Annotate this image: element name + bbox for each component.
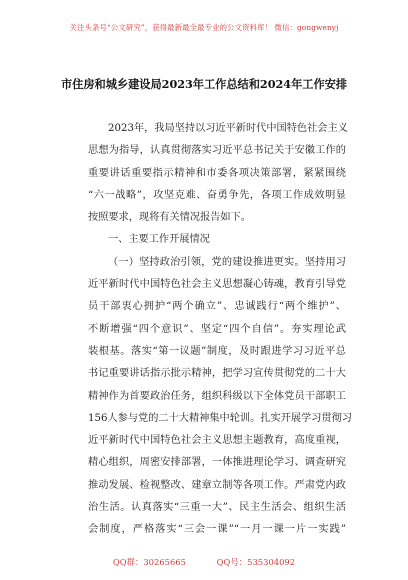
body-line: 思想为指导，认真贯彻落实习近平总书记关于安徽工作的 bbox=[88, 145, 346, 157]
body-line: 按照要求，现将有关情况报告如下。 bbox=[88, 212, 251, 224]
section-heading: 一、主要工作开展情况 bbox=[108, 234, 210, 246]
body-line: 重要讲话重要指示精神和市委各项决策部署，紧紧围绕 bbox=[88, 167, 346, 179]
qq-number-label: QQ号：535304092 bbox=[216, 557, 296, 567]
header-notice: 关注头条号“公文研究”，获得最新最全最专业的公文资料库！ 微信：gongwenyj bbox=[69, 23, 339, 32]
body-line: 书记重要讲话指示批示精神，把学习宣传贯彻党的二十大 bbox=[88, 368, 346, 380]
document-title: 市住房和城乡建设局2023年工作总结和2024年工作安排 bbox=[60, 77, 348, 91]
footer-contact bbox=[0, 556, 408, 568]
body-line: 近平新时代中国特色社会主义思想凝心铸魂，教育引导党 bbox=[88, 279, 346, 291]
qq-group-label: QQ群：30265665 bbox=[112, 557, 186, 567]
body-line: 员干部衷心拥护“两个确立”、忠诚践行“两个维护”、 bbox=[88, 301, 346, 313]
body-line: “六一战略”，攻坚克难、奋勇争先，各项工作成效明显 bbox=[88, 189, 346, 201]
body-line: 会制度，严格落实“三会一课”“一月一课一片一实践” bbox=[88, 524, 346, 536]
body-line: 精神作为首要政治任务，组织科级以下全体党员干部职工 bbox=[88, 390, 346, 402]
body-line: 2023年，我局坚持以习近平新时代中国特色社会主义 bbox=[108, 123, 348, 134]
body-line: （一）坚持政治引领，党的建设推进更实。坚持用习 bbox=[108, 256, 346, 268]
body-line: 治生活。认真落实“三重一大”、民主生活会、组织生活 bbox=[88, 502, 346, 514]
body-line: 近平新时代中国特色社会主义思想主题教育，高度重视， bbox=[88, 435, 346, 447]
body-line: 装根基。落实“第一议题”制度，及时跟进学习习近平总 bbox=[88, 345, 346, 357]
body-line: 156人参与党的二十大精神集中轮训。扎实开展学习贯彻习 bbox=[88, 412, 352, 424]
body-line: 精心组织，周密安排部署，一体推进理论学习、调查研究 bbox=[88, 457, 346, 469]
body-line: 不断增强“四个意识”、坚定“四个自信”。夯实理论武 bbox=[88, 323, 346, 335]
body-line: 推动发展、检视整改、建章立制等各项工作。严肃党内政 bbox=[88, 479, 346, 491]
document-body bbox=[88, 118, 352, 542]
